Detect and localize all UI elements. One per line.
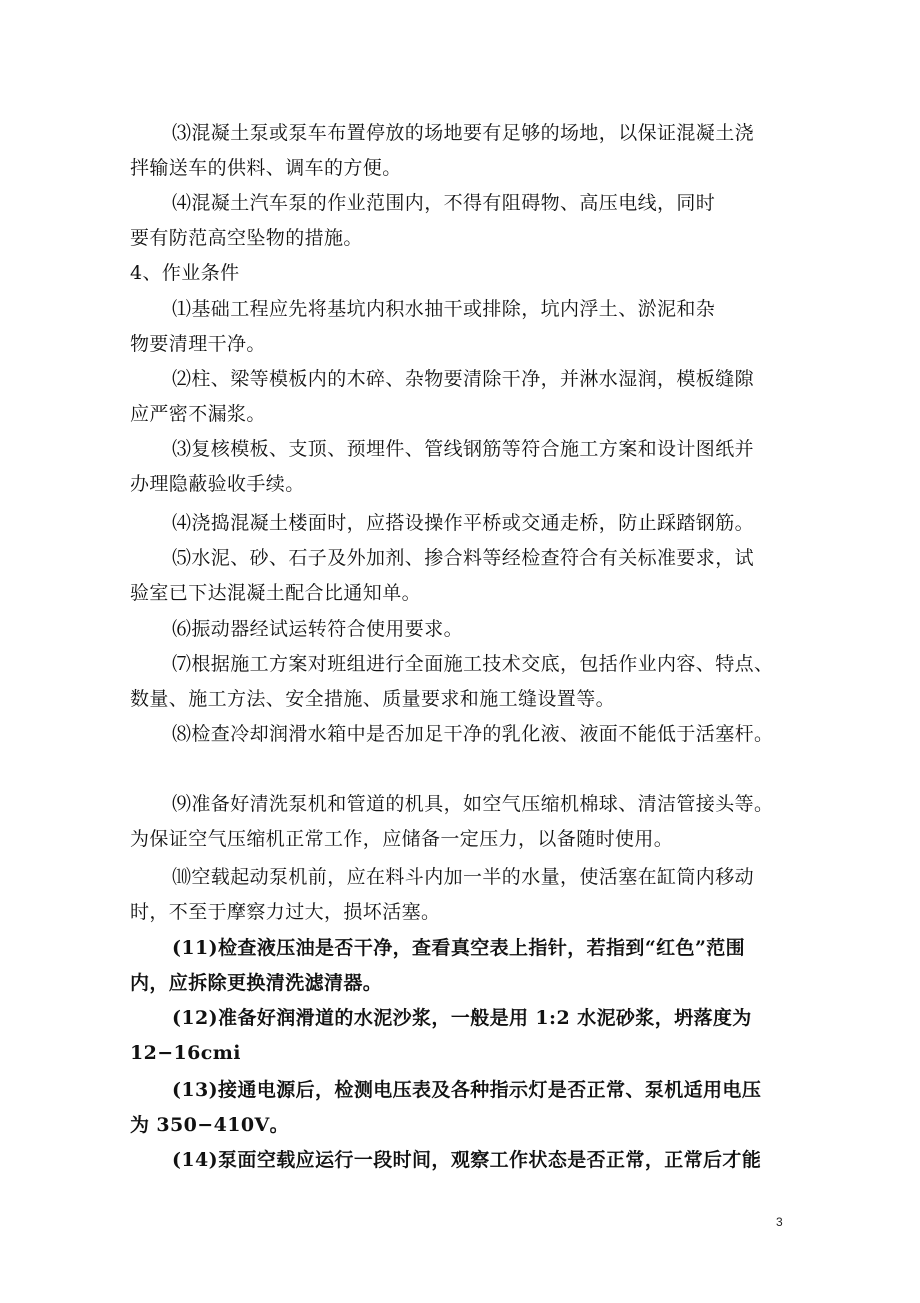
paragraph-3-line-2: 拌输送车的供料、调车的方便。 xyxy=(130,157,402,179)
page-number: 3 xyxy=(776,1215,783,1229)
condition-10-line-1: ⑽空载起动泵机前，应在料斗内加一半的水量，使活塞在缸筒内移动 xyxy=(172,866,755,888)
condition-7-line-1: ⑺根据施工方案对班组进行全面施工技术交底，包括作业内容、特点、 xyxy=(172,653,774,675)
condition-1-line-1: ⑴基础工程应先将基坑内积水抽干或排除，坑内浮土、淤泥和杂 xyxy=(172,298,716,320)
paragraph-4-line-2: 要有防范高空坠物的措施。 xyxy=(130,227,363,249)
condition-7-line-2: 数量、施工方法、安全措施、质量要求和施工缝设置等。 xyxy=(130,688,616,710)
condition-3-line-2: 办理隐蔽验收手续。 xyxy=(130,473,305,495)
condition-3-line-1: ⑶复核模板、支顶、预埋件、管线钢筋等符合施工方案和设计图纸并 xyxy=(172,438,755,460)
condition-2-line-1: ⑵柱、梁等模板内的木碎、杂物要清除干净，并淋水湿润，模板缝隙 xyxy=(172,368,755,390)
condition-11-line-2: 内，应拆除更换清洗滤清器。 xyxy=(130,972,383,994)
paragraph-4-line-1: ⑷混凝土汽车泵的作业范围内，不得有阻碍物、高压电线，同时 xyxy=(172,192,716,214)
condition-1-line-2: 物要清理干净。 xyxy=(130,333,266,355)
condition-6: ⑹振动器经试运转符合使用要求。 xyxy=(172,618,464,640)
condition-8: ⑻检查冷却润滑水箱中是否加足干净的乳化液、液面不能低于活塞杆。 xyxy=(172,723,774,745)
condition-2-line-2: 应严密不漏浆。 xyxy=(130,403,266,425)
section-heading: 4、作业条件 xyxy=(130,262,240,284)
condition-13-line-2: 为 350−410V。 xyxy=(130,1114,289,1136)
condition-5-line-2: 验室已下达混凝土配合比通知单。 xyxy=(130,582,422,604)
paragraph-3-line-1: ⑶混凝土泵或泵车布置停放的场地要有足够的场地，以保证混凝土浇 xyxy=(172,122,755,144)
condition-11-line-1: (11)检查液压油是否干净，查看真空表上指针，若指到“红色”范围 xyxy=(172,937,746,959)
condition-12-line-2: 12−16cmi xyxy=(130,1042,241,1064)
condition-5-line-1: ⑸水泥、砂、石子及外加剂、掺合料等经检查符合有关标准要求，试 xyxy=(172,547,755,569)
condition-12-line-1: (12)准备好润滑道的水泥沙浆，一般是用 1:2 水泥砂浆，坍落度为 xyxy=(172,1007,752,1029)
condition-9-line-1: ⑼准备好清洗泵机和管道的机具，如空气压缩机棉球、清洁管接头等。 xyxy=(172,793,774,815)
condition-10-line-2: 时，不至于摩察力过大，损坏活塞。 xyxy=(130,901,441,923)
condition-4: ⑷浇捣混凝土楼面时，应搭设操作平桥或交通走桥，防止踩踏钢筋。 xyxy=(172,512,755,534)
condition-13-line-1: (13)接通电源后，检测电压表及各种指示灯是否正常、泵机适用电压 xyxy=(172,1079,762,1101)
condition-9-line-2: 为保证空气压缩机正常工作，应储备一定压力，以备随时使用。 xyxy=(130,828,674,850)
condition-14-line-1: (14)泵面空载应运行一段时间，观察工作状态是否正常，正常后才能 xyxy=(172,1149,762,1171)
